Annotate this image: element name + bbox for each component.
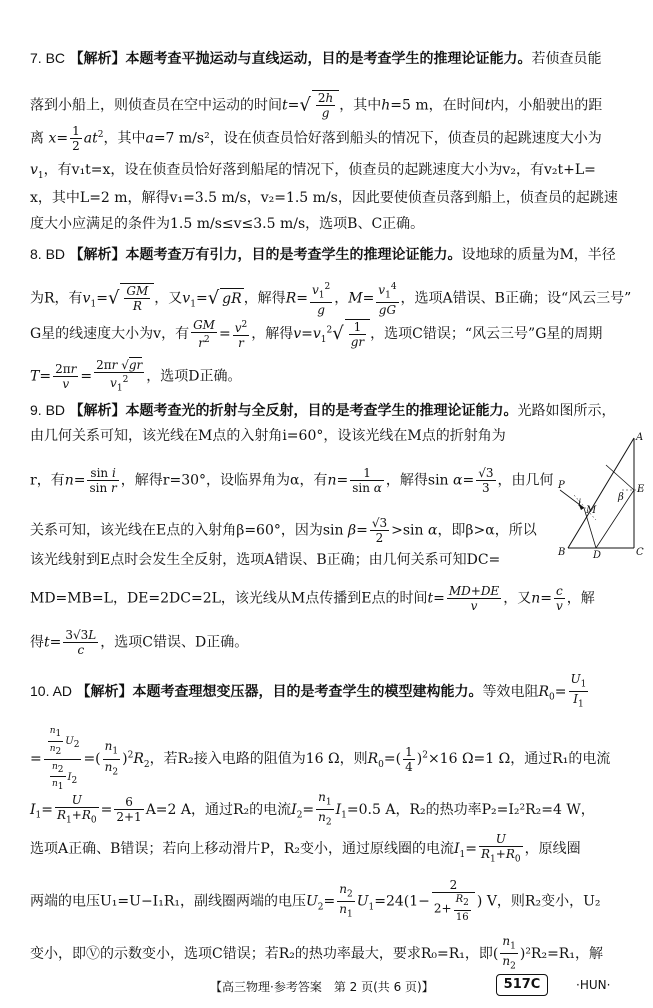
label-p: P (558, 480, 565, 491)
q8-text: G星的线速度大小为v，有 (30, 326, 190, 342)
label-b: B (558, 547, 566, 558)
q7-text: 内，小船驶出的距 (490, 97, 603, 114)
q8-line-3: G星的线速度大小为v，有 $\frac{GM}{r^2}$ = $\frac{v^2}{r}$ ，解得$v=v_1^2√$ $\frac{1}{gr}$ ，选项C错误；“风云三号”G星的周期 (30, 318, 603, 350)
q9-line-5 (30, 550, 635, 570)
q9-text: ，解 (566, 590, 595, 607)
q7-text: ，其中 (339, 97, 382, 114)
q8-text: ，选项C错误；“风云三号”G星的周期 (370, 326, 603, 342)
q9-tag: 【解析】 (69, 403, 126, 419)
q10-text: V，则R₂变小，U₂ (486, 893, 601, 910)
q9-text: ，即β>α，所以 (437, 522, 537, 539)
q9-text: ，解得r=30°，设临界角为α，有 (120, 472, 328, 489)
q9-line-1 (30, 400, 635, 421)
q10-number: 10. AD (30, 682, 73, 699)
prism-light-path-figure (556, 430, 648, 560)
q10-text: 变小，即Ⓥ的示数变小，选项C错误；若R₂的热功率最大，要求R₀=R₁，即 (30, 945, 493, 962)
q8-text: ，解得 (251, 326, 294, 342)
footer-region: ·HUN· (576, 978, 611, 992)
label-e: E (637, 484, 645, 495)
q7-number: 7. BC (30, 50, 66, 66)
q10-text: ×16 Ω=1 Ω，通过R₁的电流 (427, 751, 611, 768)
q7-line-5 (30, 188, 635, 208)
q9-line-2 (30, 426, 635, 446)
q7-text: 离 (30, 130, 44, 147)
label-c: C (636, 547, 644, 558)
q7-line-4: $v_1$，有v₁t=x，设在侦查员恰好落到船尾的情况下，侦查员的起跳速度大小为v₂，有v₂t+L= (30, 162, 596, 181)
q8-number: 8. BD (30, 246, 66, 262)
q10-lead: 本题考查理想变压器，目的是考查学生的模型建构能力。 (132, 683, 483, 700)
label-beta: β (618, 492, 624, 503)
q7-lead: 本题考查平抛运动与直线运动，目的是考查学生的推理论证能力。 (125, 51, 532, 67)
q7-text: ，有v₁t=x，设在侦查员恰好落到船尾的情况下，侦查员的起跳速度大小为v₂，有v₂t+L= (43, 162, 596, 178)
q7-text: x，其中L=2 m，解得v₁=3.5 m/s，v₂=1.5 m/s，因此要使侦查员落到船上，侦查员的起跳速 (30, 190, 618, 206)
q10-text: ，若R₂接入电路的阻值为16 Ω，则 (149, 751, 368, 768)
q9-line-4: 关系可知，该光线在E点的入射角β=60°，因为sin β= $\frac{√3}{2}$ >sin α，即β>α，所以 (30, 516, 537, 545)
q7-line-3: 离 x= $\frac{1}{2}$ $at^2$，其中a=7 m/s²，设在侦查员恰好落到船头的情况下，侦查员的起跳速度大小为 (30, 124, 602, 153)
q7-tag: 【解析】 (69, 51, 126, 67)
q7-line-6 (30, 214, 635, 234)
q8-text: ，解得 (243, 290, 286, 307)
reflected-ray-to-e (596, 490, 634, 548)
q10-text: A=2 A，通过R₂的电流 (145, 801, 292, 818)
q9-text: r，有 (30, 472, 65, 489)
prism-edge-ab (568, 438, 634, 548)
q10-line-3: $I_1=$ $\frac{U}{R_1+R_0}$ = $\frac{6}{2+1}$ A=2 A，通过R₂的电流$I_2=$ $\frac{n_1}{n_2}$ $I_1=0.5$ A，R₂的热功率P₂=I₂²R₂=4 W， (30, 790, 595, 828)
q8-line-2: 为R，有$v_1=√$ $\frac{GM}{R}$ ，又$v_1=√$ gR ，解得R= $\frac{v_1^2}{g}$ ，M= $\frac{v_1^4}{gG}$ ，选项A错误、B正确；设“风云三号” (30, 282, 632, 318)
footer-paper-code: 517C (496, 974, 548, 996)
q7-text: 若侦查员能 (531, 51, 602, 67)
q8-text: ，又 (154, 290, 183, 307)
q8-line-4: T= $\frac{2\pi r}{v}$ = $\frac{2\pi r √gr}{v_1^2}$ ，选项D正确。 (30, 358, 242, 394)
q10-text: =0.5 A，R₂的热功率P₂=I₂²R₂=4 W， (346, 801, 595, 818)
q9-lead: 本题考查光的折射与全反射，目的是考查学生的推理论证能力。 (125, 403, 518, 419)
q9-text: 该光线射到E点时会发生全反射，选项A错误、B正确；由几何关系可知DC= (30, 552, 501, 568)
q7-line-2: 落到小船上，则侦查员在空中运动的时间t=√ $\frac{2h}{g}$ ，其中h=5 m，在时间t内，小船驶出的距 (30, 91, 603, 120)
q10-text: 两端的电压U₁=U−I₁R₁，副线圈两端的电压 (30, 893, 306, 910)
q9-line-7: 得t= $\frac{3√3L}{c}$ ，选项C错误、D正确。 (30, 628, 249, 657)
q10-text: ，原线圈 (524, 841, 581, 858)
q9-text: 得 (30, 634, 44, 651)
q9-text: 光路如图所示， (517, 403, 616, 419)
label-a: A (636, 432, 644, 443)
q7-text: 落到小船上，则侦查员在空中运动的时间 (30, 97, 282, 114)
label-i: i (578, 498, 582, 509)
q9-text: MD=MB=L，DE=2DC=2L，该光线从M点传播到E点的时间 (30, 590, 428, 607)
q10-text: ²R₂=R₁，解 (525, 945, 603, 962)
q8-text: 设地球的质量为M，半径 (461, 247, 616, 263)
q10-line-4: 选项A正确、B错误；若向上移动滑片P，R₂变小，通过原线圈的电流$I_1=$ $\frac{U}{R_1+R_0}$ ，原线圈 (30, 832, 581, 865)
q10-tag: 【解析】 (76, 683, 133, 700)
q7-line-1 (30, 48, 635, 69)
q9-text: ，又 (503, 590, 532, 607)
q8-text: ，选项D正确。 (146, 368, 242, 385)
q8-lead: 本题考查万有引力，目的是考查学生的推理论证能力。 (125, 247, 462, 263)
q9-text: ，解得 (385, 472, 428, 489)
q7-text: =5 m，在时间 (390, 97, 485, 114)
q10-text: 选项A正确、B错误；若向上移动滑片P，R₂变小，通过原线圈的电流 (30, 841, 454, 858)
page-footer (0, 970, 653, 1000)
q8-line-1 (30, 244, 635, 265)
q10-line-2: = $\frac{n_1}{n_2}$ $U_2$ $\frac{n_2}{n_1}$ $I_2$ =( $\frac{n_1}{n_2}$ )$^2R_2$，若R₂接入电路的阻值为16 Ω，则$R_0=$( $\frac{1}{4}$ )$^2$×16 Ω=1 Ω，通过R₁的电流 (30, 726, 611, 793)
q10-line-5: 两端的电压U₁=U−I₁R₁，副线圈两端的电压$U_2=$ $\frac{n_2}{n_1}$ $U_1=24(1-$ 2 2+ $\frac{R_2}{16}$ ) V，则R₂变小，U₂ (30, 878, 601, 923)
q10-text: 等效电阻 (482, 683, 539, 700)
q10-line-6: 变小，即Ⓥ的示数变小，选项C错误；若R₂的热功率最大，要求R₀=R₁，即( $\frac{n_1}{n_2}$ )²R₂=R₁，解 (30, 934, 603, 972)
q9-text: ，由几何 (497, 472, 554, 489)
q7-text: ，其中 (103, 130, 146, 147)
footer-course-page: 【高三物理·参考答案 第 2 页(共 6 页)】 (210, 980, 434, 994)
q8-tag: 【解析】 (69, 247, 126, 263)
q7-text: 度大小应满足的条件为1.5 m/s≤v≤3.5 m/s，选项B、C正确。 (30, 216, 425, 232)
q8-text: ，选项A错误、B正确；设“风云三号” (400, 290, 632, 307)
q9-line-3: r，有n= $\frac{\text{sin i}}{\text{sin r}}$ ，解得r=30°，设临界角为α，有n= $\frac{1}{\text{sin α}}$ ，解得sin α= $\frac{√3}{3}$ ，由几何 (30, 466, 554, 495)
q10-line-1: 10. AD 【解析】本题考查理想变压器，目的是考查学生的模型建构能力。等效电阻$R_0=$ $\frac{U_1}{I_1}$ (30, 672, 587, 710)
q9-line-6: MD=MB=L，DE=2DC=2L，该光线从M点传播到E点的时间t= $\frac{MD+DE}{v}$ ，又n= $\frac{c}{v}$ ，解 (30, 584, 595, 613)
q9-number: 9. BD (30, 402, 66, 418)
q9-text: 关系可知，该光线在E点的入射角β=60°，因为 (30, 522, 323, 539)
q9-text: 由几何关系可知，该光线在M点的入射角i=60°，设该光线在M点的折射角为 (30, 428, 506, 444)
label-m: M (586, 505, 597, 516)
label-d: D (593, 550, 602, 560)
q9-text: ，选项C错误、D正确。 (100, 634, 249, 651)
q8-text: 为R，有 (30, 290, 83, 307)
q7-text: =7 m/s²，设在侦查员恰好落到船头的情况下，侦查员的起跳速度大小为 (153, 130, 602, 147)
